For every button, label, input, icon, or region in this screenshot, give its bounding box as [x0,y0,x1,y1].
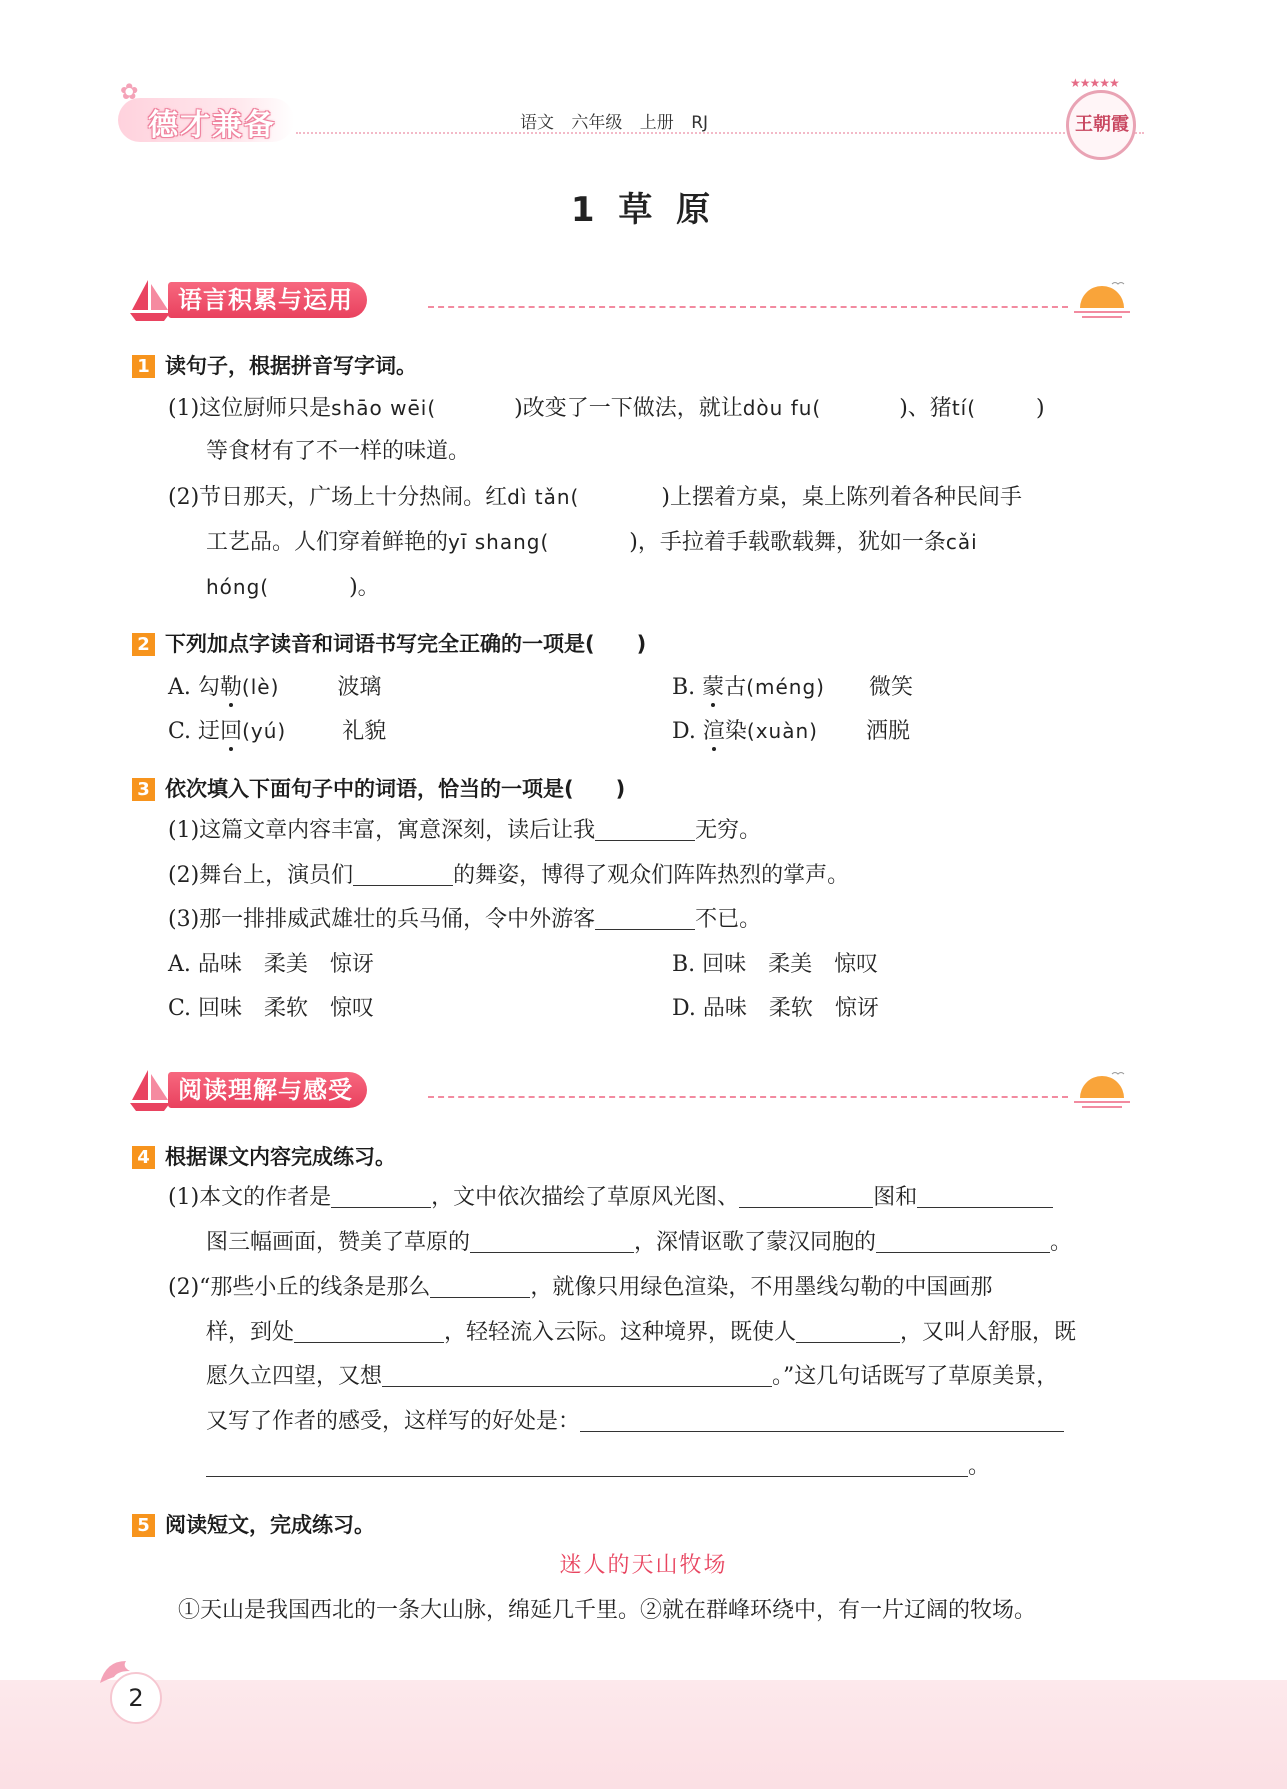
text: )，手拉着手载歌载舞，犹如一条 [629,530,946,555]
prompt-text: 阅读短文，完成练习。 [165,1513,375,1537]
header-subject: 语文 六年级 上册 RJ [520,113,709,133]
blank-field[interactable] [917,1184,1053,1208]
section-title-2: 阅读理解与感受 [168,1072,367,1108]
blank-field[interactable] [206,1453,968,1477]
text: 。 [1050,1230,1073,1255]
text: (2)节日那天，广场上十分热闹。红 [168,485,508,510]
text: (1)本文的作者是 [168,1185,332,1210]
q2-option-d[interactable] [672,716,910,747]
sunset-icon [1072,278,1132,322]
text: ) [1036,396,1045,421]
pinyin: dòu fu( [742,396,822,420]
brand-logo [118,80,294,146]
text: 无穷。 [695,818,762,843]
question-2-prompt [132,628,646,658]
sailboat-icon [128,1066,172,1114]
q1-line-5 [206,572,380,603]
text: 愿久立四望，又想 [206,1364,383,1389]
q4-line-1 [168,1183,1053,1213]
header-divider [296,132,1144,134]
word: 微笑 [868,675,913,700]
blank-field[interactable] [294,1319,444,1343]
text: 不已。 [695,907,762,932]
q4-line-6 [206,1407,1064,1437]
dotted-char: 回 [220,719,243,744]
q2-option-b[interactable] [672,672,913,703]
text: 图三幅画面，赞美了草原的 [206,1230,471,1255]
pinyin: shāo wēi( [331,396,437,420]
dotted-char: 渲 [702,719,725,744]
blank-field[interactable] [470,1229,634,1253]
q4-line-7 [206,1452,990,1482]
seal-text: 王朝霞 [1075,114,1129,135]
q3-line-3 [168,905,761,935]
text: 。 [968,1454,991,1479]
question-5-prompt [132,1509,375,1539]
pinyin: dì tǎn( [507,485,580,509]
prompt-text: 读句子，根据拼音写字词。 [165,354,417,378]
text: )改变了一下做法，就让 [514,396,743,421]
sunset-icon [1072,1068,1132,1112]
prompt-text: 依次填入下面句子中的词语，恰当的一项是( ) [165,777,626,801]
question-1-prompt [132,350,417,380]
text: )上摆着方桌，桌上陈列着各种民间手 [661,485,1022,510]
q3-line-2 [168,861,849,891]
pinyin: cǎi [945,530,978,554]
author-seal [1062,76,1140,160]
q3-option-b[interactable]: B. 回味 柔美 惊叹 [672,952,879,977]
q1-line-2: 等食材有了不一样的味道。 [206,439,471,464]
question-number: 2 [132,633,155,656]
question-number: 3 [132,778,155,801]
word: 洒脱 [865,719,910,744]
question-4-prompt [132,1141,396,1171]
section-dash-1 [428,306,1068,308]
text: 染 [724,719,747,744]
text: 古 [724,675,747,700]
footer-decoration [0,1680,1287,1789]
q3-option-c[interactable]: C. 回味 柔软 惊叹 [168,996,375,1021]
blank-field[interactable] [353,862,453,886]
option-label: A. [168,675,191,700]
text: 图和 [873,1185,918,1210]
dotted-char: 勒 [219,675,242,700]
q3-option-d[interactable]: D. 品味 柔软 惊讶 [672,996,879,1021]
q4-line-4 [206,1318,1076,1348]
option-label: D. [672,719,696,744]
palm-icon: ✿ [120,80,139,105]
blank-field[interactable] [595,906,695,930]
q2-option-a[interactable] [168,672,381,703]
text: 迂 [198,719,221,744]
text: )。 [349,575,380,600]
text: 工艺品。人们穿着鲜艳的 [206,530,449,555]
pinyin: (méng) [746,675,825,699]
text: ，深情讴歌了蒙汉同胞的 [634,1230,877,1255]
blank-field[interactable] [430,1274,530,1298]
text: (2)“那些小丘的线条是那么 [168,1275,431,1300]
q3-line-1 [168,816,761,846]
pinyin: tí( [951,396,977,420]
pinyin: (lè) [241,675,280,699]
text: 。”这几句话既写了草原美景， [772,1364,1059,1389]
page-header [0,0,1287,160]
q1-line-3 [168,482,1022,513]
question-number: 1 [132,355,155,378]
text: 样，到处 [206,1320,295,1345]
pinyin: (xuàn) [746,719,818,743]
q4-line-2 [206,1228,1072,1258]
sailboat-icon [128,276,172,324]
blank-field[interactable] [331,1184,431,1208]
pinyin: (yú) [242,719,287,743]
q1-line-1 [168,393,1045,424]
option-label: C. [168,719,192,744]
q1-line-4 [206,527,978,558]
blank-field[interactable] [739,1184,873,1208]
text: ，又叫人舒服，既 [900,1320,1077,1345]
text: ，就像只用绿色渲染，不用墨线勾勒的中国画那 [530,1275,993,1300]
question-number: 4 [132,1146,155,1169]
text: ，轻轻流入云际。这种境界，既使人 [444,1320,797,1345]
seal-stars: ★★★★★ [1070,76,1119,90]
text: (2)舞台上，演员们 [168,863,354,888]
q4-line-5 [206,1362,1058,1392]
text: ，文中依次描绘了草原风光图、 [431,1185,740,1210]
text: 勾 [197,675,220,700]
word: 礼貌 [342,719,387,744]
pinyin: hóng( [206,575,270,599]
blank-field[interactable] [876,1229,1050,1253]
page-title: 1 草 原 [570,190,717,230]
word: 波璃 [337,675,382,700]
option-label: B. [672,675,696,700]
reading-paragraph-1: ①天山是我国西北的一条大山脉，绵延几千里。②就在群峰环绕中，有一片辽阔的牧场。 [178,1598,1037,1623]
page-number: 2 [110,1672,162,1724]
prompt-text: 下列加点字读音和词语书写完全正确的一项是( ) [165,632,647,656]
pinyin: yī shang( [448,530,550,554]
prompt-text: 根据课文内容完成练习。 [165,1145,396,1169]
question-number: 5 [132,1514,155,1537]
blank-field[interactable] [382,1363,772,1387]
text: )、猪 [899,396,952,421]
text: (1)这位厨师只是 [168,396,332,421]
blank-field[interactable] [595,817,695,841]
dotted-char: 蒙 [702,675,725,700]
text: (3)那一排排威武雄壮的兵马俑，令中外游客 [168,907,596,932]
q2-option-c[interactable] [168,716,386,747]
reading-title: 迷人的天山牧场 [559,1553,728,1578]
text: 的舞姿，博得了观众们阵阵热烈的掌声。 [453,863,850,888]
question-3-prompt [132,773,625,803]
section-title-1: 语言积累与运用 [168,282,367,318]
text: 又写了作者的感受，这样写的好处是： [206,1409,581,1434]
blank-field[interactable] [580,1408,1064,1432]
q3-option-a[interactable]: A. 品味 柔美 惊讶 [168,952,374,977]
section-banner-2 [128,1066,1130,1114]
blank-field[interactable] [796,1319,900,1343]
q4-line-3 [168,1273,992,1303]
brand-text: 德才兼备 [148,108,276,143]
section-banner-1 [128,276,1130,324]
section-dash-2 [428,1096,1068,1098]
text: (1)这篇文章内容丰富，寓意深刻，读后让我 [168,818,596,843]
